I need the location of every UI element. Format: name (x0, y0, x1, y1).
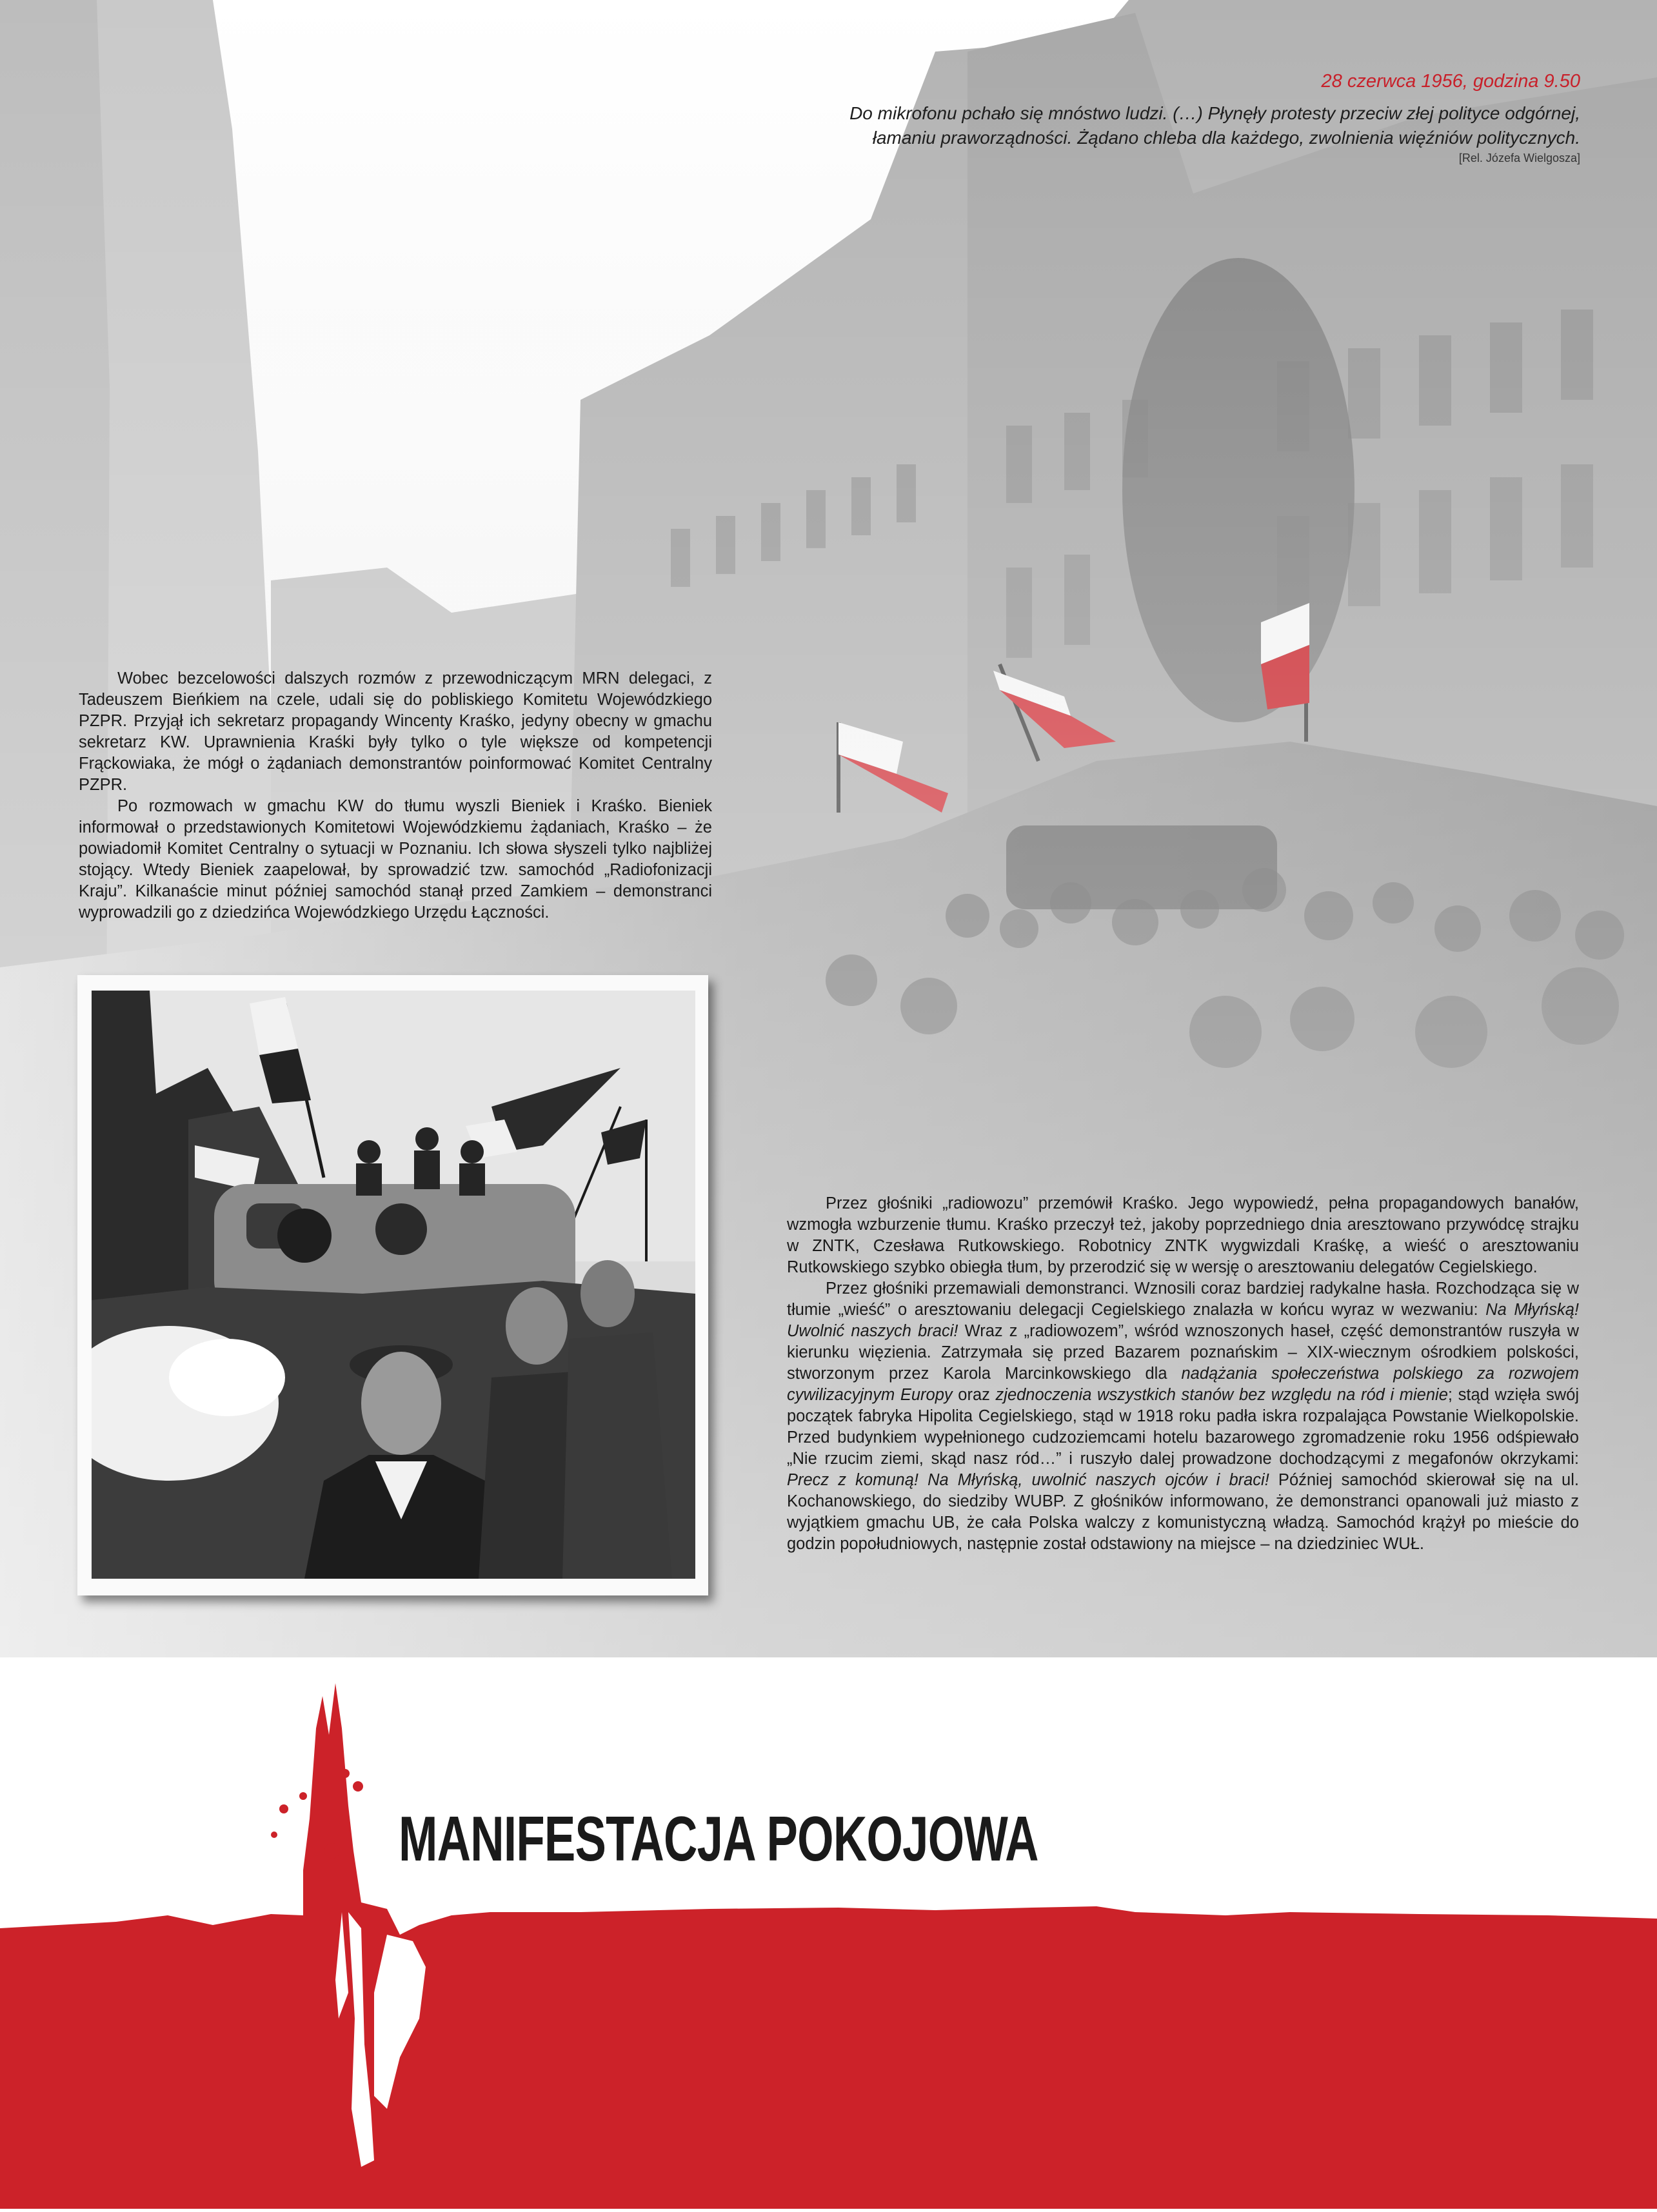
left-paragraph-2: Po rozmowach w gmachu KW do tłumu wyszli Bieniek i Kraśko. Bieniek informował o przedstawionych Komitetowi Wojewódzkiemu żądaniach, Kraśko – że powiadomił Komitet Centralny o sytuacji w Poznaniu. Ich słowa słyszeli tylko najbliżej stojący. Wtedy Bieniek zaapelował, by sprowadzić tzw. samochód „Radiofonizacji Kraju”. Kilkanaście minut później samochód stanął przed Zamkiem – demonstranci wyprowadzili go z dziedzińca Wojewódzkiego Urzędu Łączności. (79, 797, 712, 922)
quote-text: Do mikrofonu pchało się mnóstwo ludzi. (…) Płynęły protesty przeciw złej polityce odgórnej, łamaniu praworządności. Żądano chleba dla każdego, zwolnienia więźniów politycznych. (849, 103, 1580, 148)
right-paragraph-2-part-i: Później samochód skierował się na ul. Kochanowskiego, do siedziby WUBP. Z głośników informowano, że demonstranci opanowali już miasto z wyjątkiem gmachu UB, że cała Polska walczy z komunistyczną władzą. Samochód krążył po mieście do godzin popołudniowych, następnie został odstawiony na miejsce – na dziedziniec WUŁ. (787, 1471, 1579, 1553)
quote-marcinkowski-2: zjednoczenia wszystkich stanów bez względu na ród i mienie (995, 1386, 1448, 1404)
right-paragraph-2-part-c: Wraz z „radiowozem”, wśród wznoszonych haseł, część demonstrantów ruszyła w kierunku więzienia. Zatrzymała się przed Bazarem poznańskim – XIX-wiecznym ośrodkiem polskości, stworzonym przez Karola Marcinkowskiego dla (787, 1322, 1579, 1383)
quote-source: [Rel. Józefa Wielgosza] (1458, 152, 1580, 164)
right-paragraph-2-part-g: ; stąd wzięła swój początek fabryka Hipolita Cegielskiego, stąd w 1918 roku padła iskra rozpalająca Powstanie Wielkopolskie. Przed budynkiem wypełnionego cudzoziemcami hotelu bazarowego zgromadzenie roku 1956 odśpiewało „Nie rzucim ziemi, skąd nasz ród…” i ruszyło dalej prowadzone dochodzącymi z megafonów okrzykami: (787, 1386, 1579, 1468)
right-text-column (787, 1193, 1579, 1555)
red-banner (0, 1657, 1657, 2209)
quote-block (826, 71, 1580, 165)
inset-photo-frame (77, 975, 708, 1595)
slogan-precz-z-komuna: Precz z komuną! Na Młyńską, uwolnić naszych ojców i braci! (787, 1471, 1269, 1489)
inset-photo (92, 991, 695, 1579)
left-paragraph-1: Wobec bezcelowości dalszych rozmów z przewodniczącym MRN delegaci, z Tadeuszem Bieńkiem na czele, udali się do pobliskiego Komitetu Wojewódzkiego PZPR. Przyjął ich sekretarz propagandy Wincenty Kraśko, jedyny obecny w gmachu sekretarz KW. Uprawnienia Kraśki były tylko o tyle większe od kompetencji Frąckowiaka, że mógł o żądaniach demonstrantów poinformować Komitet Centralny PZPR. (79, 669, 712, 794)
slogan-mlynska: Na Młyńską! Uwolnić naszych braci! (787, 1301, 1579, 1340)
page-title: MANIFESTACJA POKOJOWA (399, 1803, 1038, 1874)
right-paragraph-1: Przez głośniki „radiowozu” przemówił Kraśko. Jego wypowiedź, pełna propagandowych banałów, wzmogła wzburzenie tłumu. Kraśko przeczył też, jakoby poprzedniego dnia aresztowano przywódcę strajku w ZNTK, Czesława Rutkowskiego. Robotnicy ZNTK wygwizdali Kraśkę, a wieść o aresztowaniu Rutkowskiego szybko obiegła tłum, by przerodzić się w wersję o aresztowaniu delegatów Cegielskiego. (787, 1194, 1579, 1276)
right-paragraph-2-part-a: Przez głośniki przemawiali demonstranci. Wznosili coraz bardziej radykalne hasła. Rozchodząca się w tłumie „wieść” o aresztowaniu delegacji Cegielskiego znalazła w końcu wyraz w wezwaniu: (787, 1279, 1579, 1319)
quote-date: 28 czerwca 1956, godzina 9.50 (1321, 71, 1580, 92)
quote-marcinkowski-1: nadążania społeczeństwa polskiego za rozwojem cywilizacyjnym Europy (787, 1365, 1579, 1404)
left-text-column (79, 668, 712, 923)
right-paragraph-2-part-e: oraz (952, 1386, 996, 1404)
right-paragraph-2 (787, 1278, 1579, 1555)
